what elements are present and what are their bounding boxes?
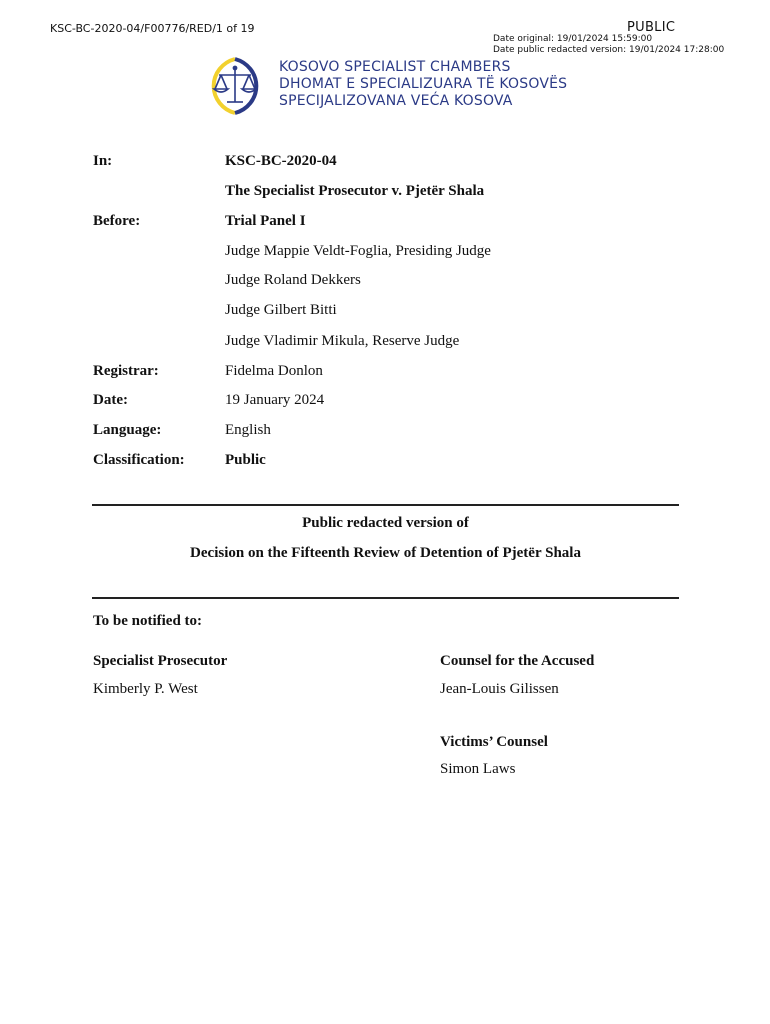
logo-text-albanian: DHOMAT E SPECIALIZUARA TË KOSOVËS [279,76,568,92]
victims-counsel-heading: Victims’ Counsel [440,734,548,750]
trial-panel: Trial Panel I [225,213,306,229]
judge-entry: Judge Roland Dekkers [225,272,361,288]
logo-text-english: KOSOVO SPECIALIST CHAMBERS [279,59,511,75]
before-label: Before: [93,213,141,229]
document-reference: KSC-BC-2020-04/F00776/RED/1 of 19 [50,22,255,35]
document-title-line1: Public redacted version of [302,515,469,531]
date-original: Date original: 19/01/2024 15:59:00 [493,34,653,44]
language-value: English [225,422,271,438]
classification-label: Classification: [93,452,185,468]
victims-counsel-name: Simon Laws [440,761,516,777]
document-title-line2: Decision on the Fifteenth Review of Detention of Pjetër Shala [190,545,581,561]
public-classification-mark: PUBLIC [627,20,676,35]
logo-text-serbian: SPECIJALIZOVANA VEĆA KOSOVA [279,93,513,109]
date-label: Date: [93,392,128,408]
notified-heading: To be notified to: [93,613,203,629]
judge-entry: Judge Mappie Veldt-Foglia, Presiding Judge [225,243,491,259]
prosecutor-name: Kimberly P. West [93,681,198,697]
title-top-rule [92,504,679,506]
registrar-label: Registrar: [93,363,159,379]
case-number: KSC-BC-2020-04 [225,153,337,169]
decision-date: 19 January 2024 [225,392,325,408]
scales-of-justice-emblem-icon [202,55,268,117]
prosecutor-heading: Specialist Prosecutor [93,653,228,669]
judge-entry: Judge Gilbert Bitti [225,302,337,318]
counsel-heading: Counsel for the Accused [440,653,595,669]
date-public-redacted: Date public redacted version: 19/01/2024 17:28:00 [493,45,725,55]
counsel-name: Jean-Louis Gilissen [440,681,559,697]
classification-value: Public [225,452,266,468]
case-name: The Specialist Prosecutor v. Pjetër Shala [225,183,485,199]
language-label: Language: [93,422,162,438]
judge-entry: Judge Vladimir Mikula, Reserve Judge [225,333,460,349]
title-bottom-rule [92,597,679,599]
in-label: In: [93,153,113,169]
registrar-name: Fidelma Donlon [225,363,323,379]
